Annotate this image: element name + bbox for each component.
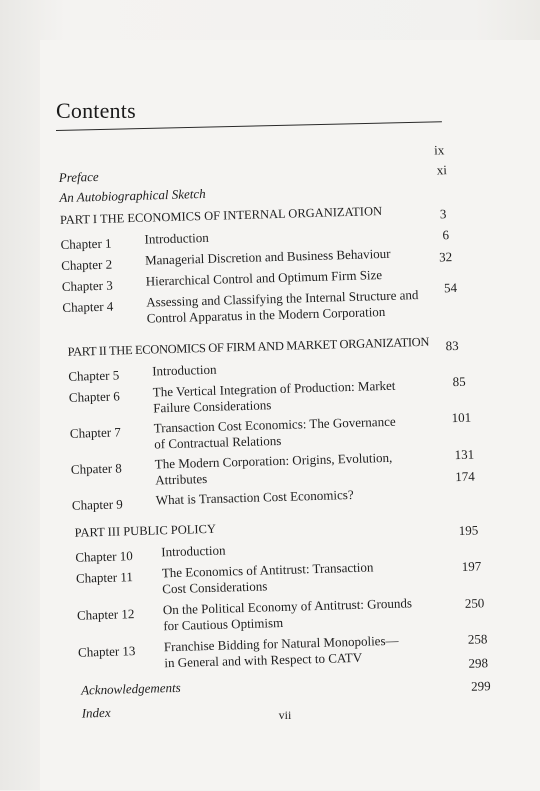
chapter-label: Chapter 10 <box>75 548 133 565</box>
chapter-title: Managerial Discretion and Business Behaviour <box>144 245 391 268</box>
part-heading: PART III PUBLIC POLICY <box>74 521 217 540</box>
chapter-label: Chapter 7 <box>69 424 122 441</box>
chapter-title-continued: Control Apparatus in the Modern Corporation <box>146 303 386 326</box>
chapter-page: 3 <box>439 206 447 222</box>
chapter-label: Chapter 9 <box>71 496 124 513</box>
chapter-label: Chapter 6 <box>68 388 121 405</box>
chapter-label: Chapter 13 <box>77 643 136 660</box>
chapter-page: 85 <box>452 373 466 390</box>
chapter-title: Assessing and Classifying the Internal Structure and <box>146 287 419 310</box>
chapter-title: Hierarchical Control and Optimum Firm Size <box>145 267 383 289</box>
part-heading: PART II THE ECONOMICS OF FIRM AND MARKET ORGANIZATION <box>67 334 430 359</box>
toc-back-acknowledgements: Acknowledgements <box>80 679 181 698</box>
chapter-page: 250 <box>464 595 485 611</box>
toc-page-index: 299 <box>470 678 491 694</box>
chapter-title: The Vertical Integration of Production: Market <box>152 377 396 400</box>
chapter-title: The Modern Corporation: Origins, Evolution, <box>154 449 393 472</box>
chapter-label: Chapter 4 <box>62 298 114 315</box>
chapter-label: Chapter 5 <box>68 367 120 384</box>
chapter-page: 83 <box>445 337 459 354</box>
chapter-page: 195 <box>458 522 479 539</box>
chapter-page: 258 <box>467 631 488 647</box>
toc-page-acknowledgements: 298 <box>468 655 489 671</box>
chapter-title: On the Political Economy of Antitrust: Grounds <box>162 595 413 618</box>
chapter-label: Chapter 2 <box>61 256 113 274</box>
toc-page-autobiographical-sketch: xi <box>436 162 448 178</box>
chapter-label: Chapter 12 <box>76 606 135 623</box>
chapter-title: Transaction Cost Economics: The Governance <box>153 413 396 436</box>
chapter-label: Chapter 1 <box>60 235 112 253</box>
chapter-label: Chapter 11 <box>75 569 134 586</box>
chapter-page: 6 <box>442 227 450 243</box>
chapter-label: Chpater 8 <box>70 460 123 477</box>
chapter-page: 54 <box>443 279 458 296</box>
chapter-title: The Economics of Antitrust: Transaction <box>161 559 374 581</box>
toc-front-autobiographical-sketch: An Autobiographical Sketch <box>59 185 206 206</box>
chapter-page: 174 <box>455 468 475 485</box>
chapter-title: What is Transaction Cost Economics? <box>155 486 354 508</box>
chapter-title-continued: for Cautious Optimism <box>163 614 284 634</box>
chapter-page: 101 <box>451 409 472 426</box>
chapter-label: Chapter 3 <box>61 277 113 294</box>
chapter-title: Introduction <box>161 542 226 560</box>
chapter-title-continued: Attributes <box>155 471 208 488</box>
chapter-title-continued: Cost Considerations <box>162 578 268 597</box>
chapter-title-continued: of Contractual Relations <box>154 432 282 452</box>
chapter-page: 32 <box>438 249 453 265</box>
chapter-title: Introduction <box>144 229 209 247</box>
chapter-page: 131 <box>454 446 475 463</box>
toc-back-index: Index <box>81 704 111 721</box>
page-number: vii <box>278 708 292 722</box>
chapter-title-continued: Failure Considerations <box>153 397 272 416</box>
toc-page-preface: ix <box>433 142 445 158</box>
toc-front-preface: Preface <box>58 168 99 186</box>
chapter-title: Introduction <box>151 361 217 379</box>
chapter-title-continued: in General and with Respect to CATV <box>164 649 363 671</box>
chapter-page: 197 <box>461 558 482 574</box>
chapter-title: Franchise Bidding for Natural Monopolies— <box>163 632 399 655</box>
part-heading: PART I THE ECONOMICS OF INTERNAL ORGANIZATION <box>59 204 383 228</box>
page-title: Contents <box>56 98 136 123</box>
